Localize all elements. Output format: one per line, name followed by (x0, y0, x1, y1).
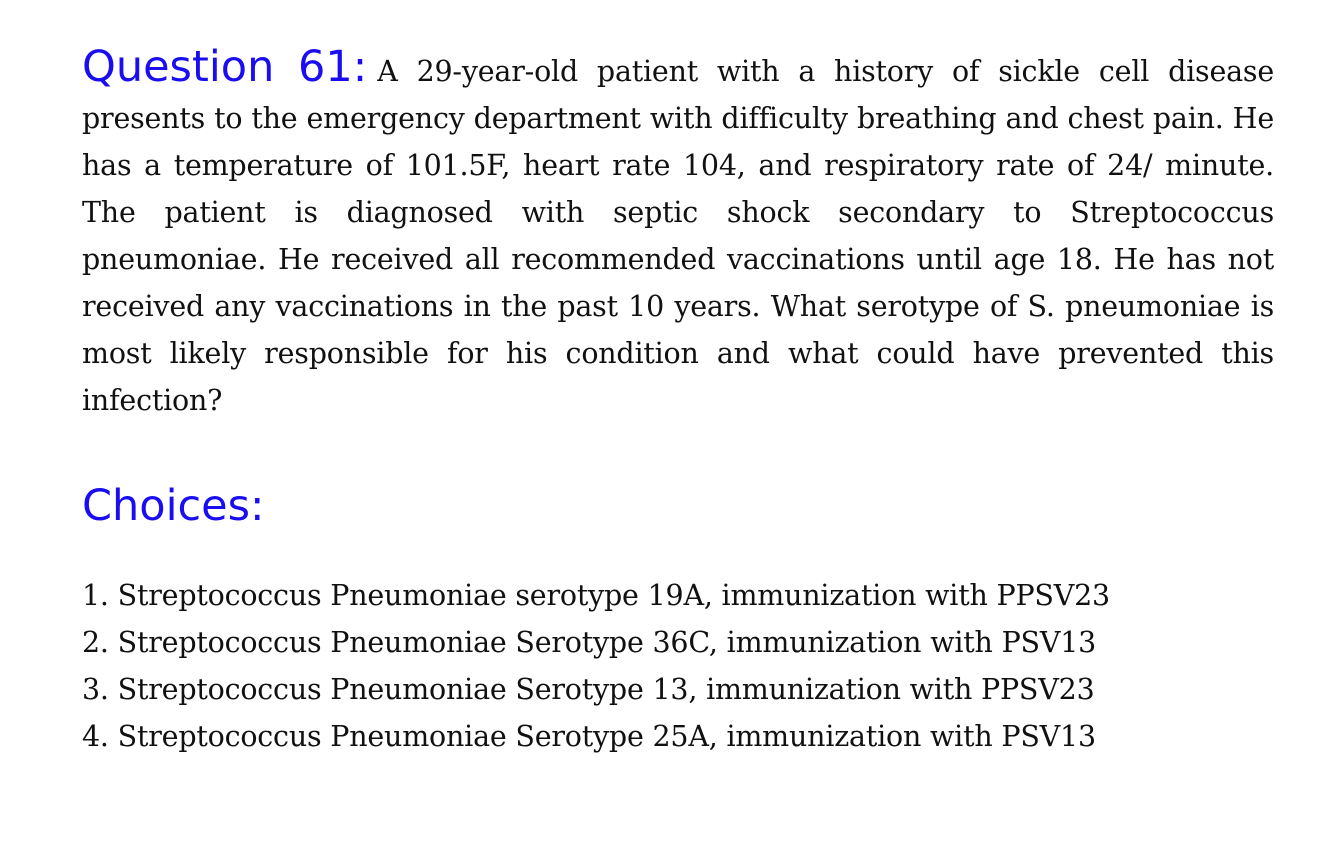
question-page (82, 44, 1274, 760)
choice-number: 1. (82, 579, 109, 612)
question-block (82, 44, 1274, 424)
choice-text: Streptococcus Pneumoniae serotype 19A, immunization with PPSV23 (117, 579, 1110, 612)
choice-item-1[interactable] (82, 572, 1274, 619)
choices-heading: Choices: (82, 481, 265, 531)
choice-item-4[interactable] (82, 713, 1274, 760)
choice-number: 3. (82, 673, 109, 706)
choice-item-2[interactable] (82, 619, 1274, 666)
choice-number: 4. (82, 720, 109, 753)
choices-list (82, 572, 1274, 760)
question-heading: Question 61: (82, 42, 368, 92)
choice-item-3[interactable] (82, 666, 1274, 713)
question-text: A 29-year-old patient with a history of sickle cell disease presents to the emergency department with difficulty breathing and chest pain. He has a temperature of 101.5F, heart rate 104, and respiratory rate of 24/ minute. The patient is diagnosed with septic shock secondary to Streptococcus pneumoniae. He received all recommended vaccinations until age 18. He has not received any vaccinations in the past 10 years. What serotype of S. pneumoniae is most likely responsible for his condition and what could have prevented this infection? (82, 55, 1274, 417)
choice-number: 2. (82, 626, 109, 659)
choice-text: Streptococcus Pneumoniae Serotype 25A, immunization with PSV13 (117, 720, 1096, 753)
choice-text: Streptococcus Pneumoniae Serotype 36C, immunization with PSV13 (117, 626, 1097, 659)
choice-text: Streptococcus Pneumoniae Serotype 13, immunization with PPSV23 (117, 673, 1095, 706)
